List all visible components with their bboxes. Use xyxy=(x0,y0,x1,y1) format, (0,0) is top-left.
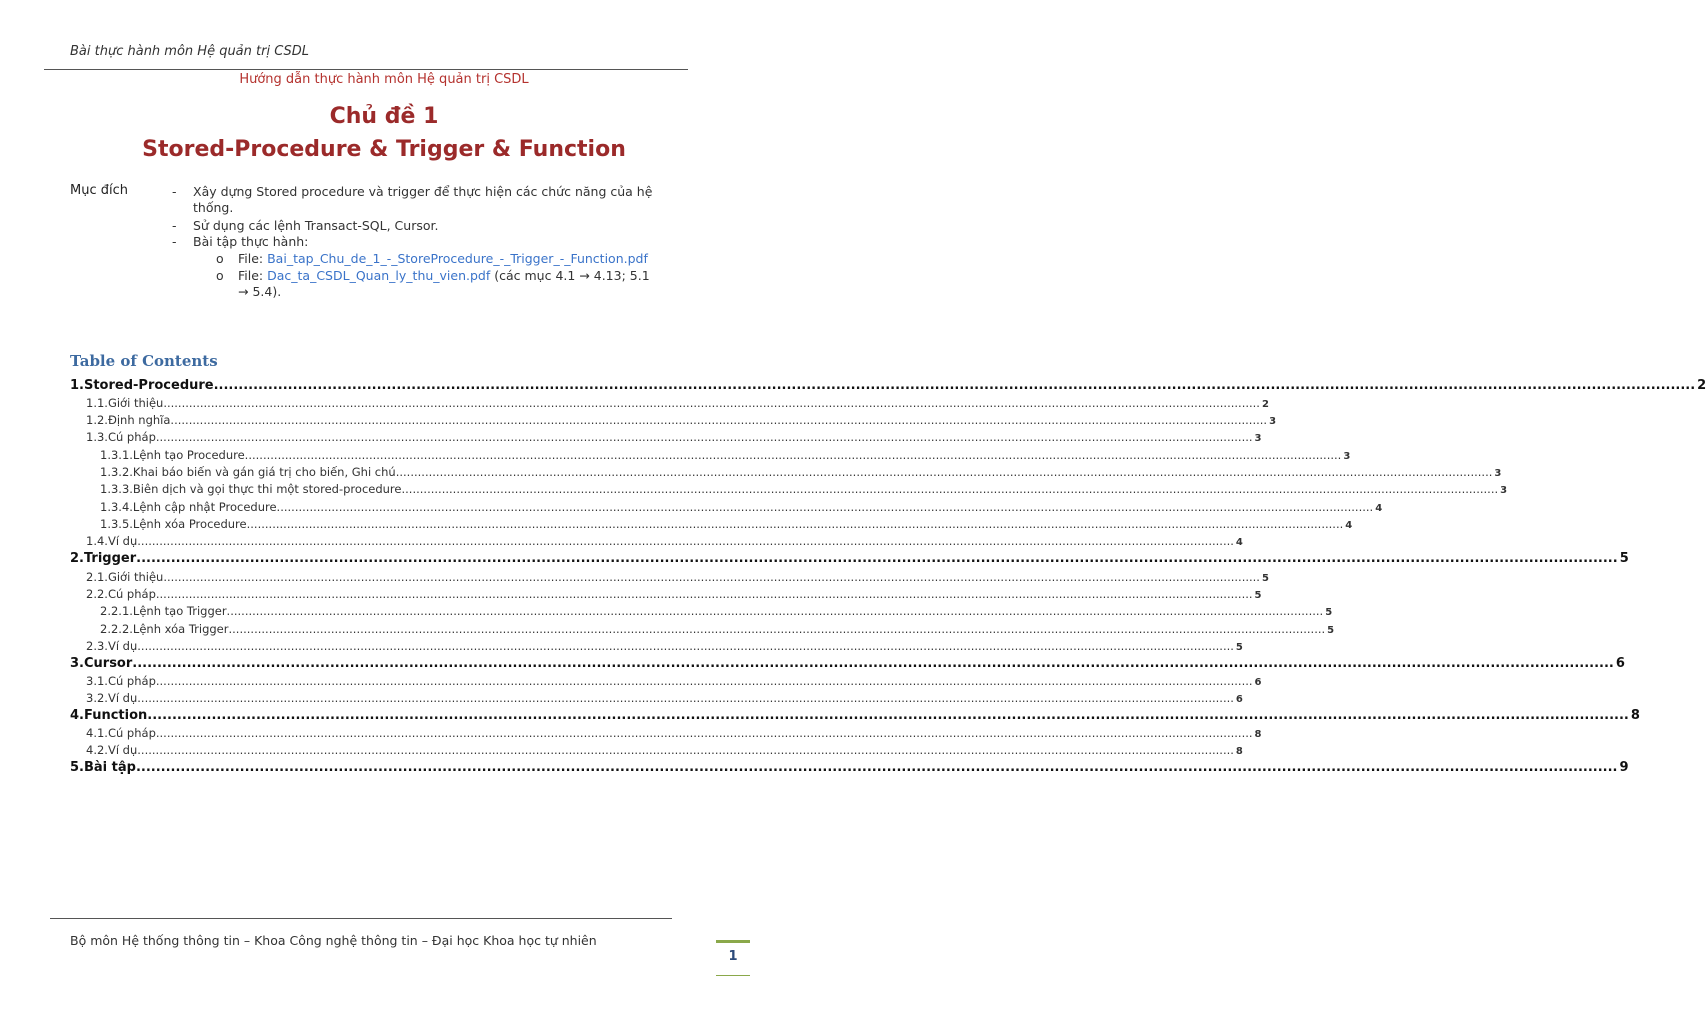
toc-entry-label: Giới thiệu xyxy=(107,570,164,584)
toc-leader: ............................................................................................................................................................................................................................................................................................................ xyxy=(155,430,1253,444)
toc-entry[interactable] xyxy=(86,410,1277,427)
toc-entry-label: Cú pháp xyxy=(107,430,156,444)
toc-entry-label: Stored-Procedure xyxy=(83,378,214,393)
toc-entry-number: 1.1. xyxy=(86,396,108,410)
file-bullet: o xyxy=(216,251,224,266)
toc-entry[interactable] xyxy=(86,636,1243,653)
toc-entry-label: Lệnh tạo Trigger xyxy=(132,604,227,618)
toc-entry-number: 3.2. xyxy=(86,691,108,705)
toc-page-number: 5 xyxy=(1619,551,1629,566)
page-number: 1 xyxy=(728,949,738,964)
toc-entry[interactable] xyxy=(86,567,1269,584)
toc-entry-number: 1.2. xyxy=(86,413,108,427)
toc-entry[interactable] xyxy=(100,497,1383,514)
toc-page-number: 4 xyxy=(1235,537,1243,548)
toc-entry-label: Lệnh xóa Trigger xyxy=(132,622,229,636)
toc-leader: ............................................................................................................................................................................................................................................................................................................ xyxy=(136,551,1618,566)
toc-entry-number: 2.1. xyxy=(86,570,108,584)
purpose-item: Bài tập thực hành: xyxy=(193,234,309,249)
toc-entry-label: Ví dụ xyxy=(107,691,138,705)
toc-page-number: 6 xyxy=(1235,694,1243,705)
purpose-item-line1: Xây dựng Stored procedure và trigger để thực hiện các chức năng của hệ xyxy=(193,184,653,199)
toc-leader: ............................................................................................................................................................................................................................................................................................................ xyxy=(276,500,1374,514)
file-prefix: File: xyxy=(238,268,268,283)
toc-entry-number: 1.3.5. xyxy=(100,517,133,531)
toc-entry-label: Cú pháp xyxy=(107,726,156,740)
purpose-item-line2: thống. xyxy=(193,200,234,215)
toc-entry-label: Ví dụ xyxy=(107,743,138,757)
document-subtitle: Hướng dẫn thực hành môn Hệ quản trị CSDL xyxy=(239,72,529,87)
toc-entry[interactable] xyxy=(86,584,1262,601)
toc-entry-label: Function xyxy=(83,708,148,723)
toc-entry-number: 4. xyxy=(70,708,84,723)
toc-entry[interactable] xyxy=(100,514,1353,531)
toc-page-number: 3 xyxy=(1343,451,1351,462)
toc-entry-number: 2.2. xyxy=(86,587,108,601)
toc-page-number: 5 xyxy=(1261,573,1269,584)
toc-entry-number: 1.3.1. xyxy=(100,448,133,462)
toc-entry-label: Ví dụ xyxy=(107,639,138,653)
toc-leader: ............................................................................................................................................................................................................................................................................................................ xyxy=(137,534,1234,548)
toc-entry[interactable] xyxy=(70,375,1706,393)
toc-page-number: 3 xyxy=(1500,485,1508,496)
toc-page-number: 3 xyxy=(1269,416,1277,427)
toc-entry-number: 5. xyxy=(70,760,84,775)
toc-leader: ............................................................................................................................................................................................................................................................................................................ xyxy=(147,708,1629,723)
toc-entry[interactable] xyxy=(86,723,1262,740)
toc-entry-number: 3. xyxy=(70,656,84,671)
toc-entry[interactable] xyxy=(70,653,1625,671)
toc-entry[interactable] xyxy=(70,548,1629,566)
toc-entry-number: 1.4. xyxy=(86,534,108,548)
toc-entry-label: Định nghĩa xyxy=(107,413,171,427)
page-number-rule xyxy=(716,975,750,976)
toc-entry-number: 1.3.3. xyxy=(100,482,133,496)
toc-leader: ............................................................................................................................................................................................................................................................................................................ xyxy=(137,743,1234,757)
toc-page-number: 5 xyxy=(1327,625,1335,636)
toc-page-number: 3 xyxy=(1494,468,1502,479)
purpose-dash: - xyxy=(172,218,177,233)
file-suffix-line2: → 5.4). xyxy=(238,284,282,299)
toc-entry[interactable] xyxy=(86,688,1243,705)
toc-entry-label: Lệnh cập nhật Procedure xyxy=(132,500,277,514)
toc-entry-number: 1. xyxy=(70,378,84,393)
toc-entry-label: Bài tập xyxy=(83,760,136,775)
toc-leader: ............................................................................................................................................................................................................................................................................................................ xyxy=(228,622,1326,636)
toc-page-number: 2 xyxy=(1697,378,1706,393)
toc-entry-number: 2.3. xyxy=(86,639,108,653)
file-suffix: (các mục 4.1 → 4.13; 5.1 xyxy=(490,268,650,283)
page-number-box xyxy=(716,940,750,975)
toc-entry-number: 2. xyxy=(70,551,84,566)
toc-leader: ............................................................................................................................................................................................................................................................................................................ xyxy=(226,604,1324,618)
running-header: Bài thực hành môn Hệ quản trị CSDL xyxy=(70,44,310,59)
toc-page-number: 9 xyxy=(1619,760,1629,775)
toc-entry-label: Giới thiệu xyxy=(107,396,164,410)
toc-entry[interactable] xyxy=(70,705,1640,723)
purpose-dash: - xyxy=(172,184,177,199)
toc-entry[interactable] xyxy=(70,757,1629,775)
purpose-item: Sử dụng các lệnh Transact-SQL, Cursor. xyxy=(193,218,439,233)
toc-page-number: 4 xyxy=(1375,503,1383,514)
toc-page-number: 2 xyxy=(1261,399,1269,410)
toc-leader: ............................................................................................................................................................................................................................................................................................................ xyxy=(213,378,1696,393)
file-entry xyxy=(238,268,668,300)
toc-entry-number: 1.3.2. xyxy=(100,465,133,479)
purpose-label: Mục đích xyxy=(70,183,128,198)
toc-leader: ............................................................................................................................................................................................................................................................................................................ xyxy=(135,760,1618,775)
toc-leader: ............................................................................................................................................................................................................................................................................................................ xyxy=(132,656,1614,671)
toc-entry-number: 4.2. xyxy=(86,743,108,757)
purpose-dash: - xyxy=(172,234,177,249)
document-title: Stored-Procedure & Trigger & Function xyxy=(142,137,626,162)
file-entry xyxy=(238,251,648,267)
toc-entry-label: Cú pháp xyxy=(107,587,156,601)
toc-page-number: 8 xyxy=(1254,729,1262,740)
toc-entry[interactable] xyxy=(100,445,1351,462)
toc-entry-label: Ví dụ xyxy=(107,534,138,548)
toc-leader: ............................................................................................................................................................................................................................................................................................................ xyxy=(137,691,1234,705)
toc-leader: ............................................................................................................................................................................................................................................................................................................ xyxy=(155,674,1253,688)
header-rule xyxy=(44,69,688,70)
toc-leader: ............................................................................................................................................................................................................................................................................................................ xyxy=(155,726,1253,740)
toc-entry-label: Lệnh xóa Procedure xyxy=(132,517,247,531)
toc-page-number: 5 xyxy=(1254,590,1262,601)
toc-entry[interactable] xyxy=(100,619,1335,636)
toc-entry-label: Cú pháp xyxy=(107,674,156,688)
toc-leader: ............................................................................................................................................................................................................................................................................................................ xyxy=(401,482,1499,496)
toc-page-number: 3 xyxy=(1254,433,1262,444)
toc-entry-number: 1.3. xyxy=(86,430,108,444)
toc-entry[interactable] xyxy=(100,462,1502,479)
file-prefix: File: xyxy=(238,251,268,266)
toc-page-number: 5 xyxy=(1325,607,1333,618)
toc-entry[interactable] xyxy=(100,601,1333,618)
toc-entry-number: 2.2.1. xyxy=(100,604,133,618)
toc-page-number: 6 xyxy=(1254,677,1262,688)
toc-leader: ............................................................................................................................................................................................................................................................................................................ xyxy=(170,413,1268,427)
file-bullet: o xyxy=(216,268,224,283)
toc-page-number: 4 xyxy=(1345,520,1353,531)
toc-leader: ............................................................................................................................................................................................................................................................................................................ xyxy=(246,517,1344,531)
footer-text: Bộ môn Hệ thống thông tin – Khoa Công nghệ thông tin – Đại học Khoa học tự nhiên xyxy=(70,933,597,948)
toc-entry-label: Biên dịch và gọi thực thi một stored-procedure xyxy=(132,482,402,496)
toc-title: Table of Contents xyxy=(70,352,218,370)
toc-leader: ............................................................................................................................................................................................................................................................................................................ xyxy=(155,587,1253,601)
toc-leader: ............................................................................................................................................................................................................................................................................................................ xyxy=(163,396,1260,410)
toc-page-number: 8 xyxy=(1235,746,1243,757)
toc-entry-label: Khai báo biến và gán giá trị cho biến, Ghi chú xyxy=(132,465,396,479)
toc-page-number: 6 xyxy=(1615,656,1625,671)
file-link[interactable]: Dac_ta_CSDL_Quan_ly_thu_vien.pdf xyxy=(267,268,491,283)
toc-leader: ............................................................................................................................................................................................................................................................................................................ xyxy=(395,465,1493,479)
toc-entry-label: Lệnh tạo Procedure xyxy=(132,448,245,462)
toc-entry-number: 3.1. xyxy=(86,674,108,688)
toc-entry[interactable] xyxy=(86,740,1243,757)
toc-leader: ............................................................................................................................................................................................................................................................................................................ xyxy=(137,639,1234,653)
toc-entry[interactable] xyxy=(100,479,1508,496)
toc-entry[interactable] xyxy=(86,393,1269,410)
toc-entry[interactable] xyxy=(86,671,1262,688)
toc-page-number: 8 xyxy=(1630,708,1640,723)
toc-entry[interactable] xyxy=(86,531,1243,548)
toc-page-number: 5 xyxy=(1235,642,1243,653)
footer-rule xyxy=(50,918,672,919)
toc-entry-number: 1.3.4. xyxy=(100,500,133,514)
toc-entry-number: 2.2.2. xyxy=(100,622,133,636)
topic-title: Chủ đề 1 xyxy=(329,104,439,129)
toc-entry[interactable] xyxy=(86,427,1262,444)
purpose-item xyxy=(193,184,663,216)
toc-entry-label: Cursor xyxy=(83,656,133,671)
toc-entry-label: Trigger xyxy=(83,551,137,566)
toc-leader: ............................................................................................................................................................................................................................................................................................................ xyxy=(163,570,1260,584)
toc-entry-number: 4.1. xyxy=(86,726,108,740)
file-link[interactable]: Bai_tap_Chu_de_1_-_StoreProcedure_-_Trigger_-_Function.pdf xyxy=(267,251,648,266)
toc-leader: ............................................................................................................................................................................................................................................................................................................ xyxy=(244,448,1342,462)
